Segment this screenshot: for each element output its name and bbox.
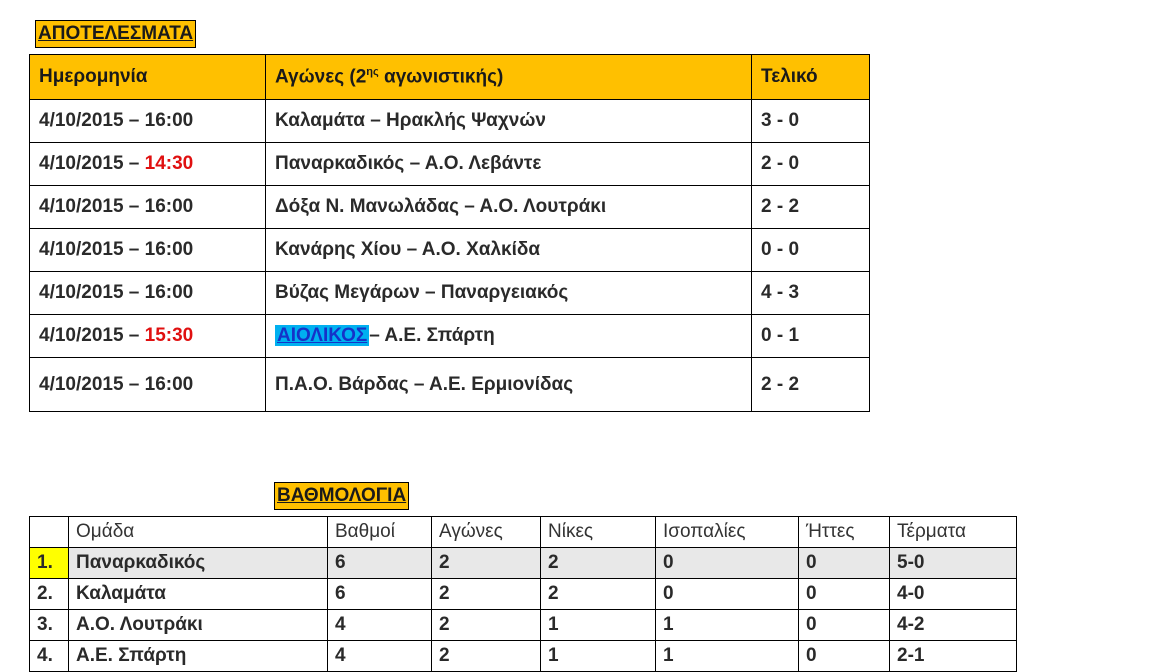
games: 2: [432, 548, 541, 579]
points: 6: [328, 579, 432, 610]
results-table: [29, 54, 870, 412]
position: 1.: [30, 548, 69, 579]
losses: 0: [799, 548, 890, 579]
date-text: 4/10/2015 –: [39, 153, 145, 174]
losses: 0: [799, 579, 890, 610]
match-teams: [266, 100, 752, 143]
standings-row: [30, 610, 1017, 641]
match-score: 2 - 2: [752, 186, 870, 229]
result-row: [30, 315, 870, 358]
wins: 1: [541, 610, 656, 641]
result-row: [30, 143, 870, 186]
final-column-header: Τελικό: [752, 55, 870, 100]
games-column-header: Αγώνες: [432, 517, 541, 548]
result-row: [30, 358, 870, 412]
match-date: [30, 358, 266, 412]
games: 2: [432, 579, 541, 610]
away-team: – Α.Ε. Σπάρτη: [369, 325, 495, 346]
match-date: [30, 100, 266, 143]
date-text: 4/10/2015 –: [39, 325, 145, 346]
match-score: 4 - 3: [752, 272, 870, 315]
goals-column-header: Τέρματα: [890, 517, 1017, 548]
standings-row: [30, 641, 1017, 672]
date-text: 4/10/2015 –: [39, 110, 145, 131]
points: 4: [328, 610, 432, 641]
standings-title: ΒΑΘΜΟΛΟΓΙΑ: [274, 482, 409, 510]
match-teams: [266, 143, 752, 186]
home-team: Δόξα Ν. Μανωλάδας: [275, 196, 459, 217]
standings-row: [30, 548, 1017, 579]
draws-column-header: Ισοπαλίες: [656, 517, 799, 548]
result-row: [30, 100, 870, 143]
position: 2.: [30, 579, 69, 610]
draws: 1: [656, 641, 799, 672]
home-team: Βύζας Μεγάρων: [275, 282, 420, 303]
match-score: 2 - 2: [752, 358, 870, 412]
losses: 0: [799, 641, 890, 672]
match-score: 0 - 1: [752, 315, 870, 358]
match-date: [30, 315, 266, 358]
home-team: Καλαμάτα: [275, 110, 365, 131]
wins-column-header: Νίκες: [541, 517, 656, 548]
match-date: [30, 272, 266, 315]
results-title: ΑΠΟΤΕΛΕΣΜΑΤΑ: [35, 20, 196, 48]
date-column-header: Ημερομηνία: [30, 55, 266, 100]
kickoff-time: 16:00: [144, 373, 194, 395]
position: 3.: [30, 610, 69, 641]
match-teams: [266, 315, 752, 358]
team-name: Α.Ο. Λουτράκι: [69, 610, 328, 641]
goals: 4-0: [890, 579, 1017, 610]
date-text: 4/10/2015 –: [39, 282, 145, 303]
highlighted-home-team: ΑΙΟΛΙΚΟΣ: [277, 325, 368, 346]
match-score: 3 - 0: [752, 100, 870, 143]
wins: 2: [541, 579, 656, 610]
standings-table: [29, 516, 1017, 672]
goals: 2-1: [890, 641, 1017, 672]
away-team: – Α.Ε. Ερμιονίδας: [408, 373, 574, 395]
goals: 5-0: [890, 548, 1017, 579]
match-teams: [266, 229, 752, 272]
away-team: – Α.Ο. Λεβάντε: [404, 153, 542, 174]
result-row: [30, 186, 870, 229]
position: 4.: [30, 641, 69, 672]
away-team: – Α.Ο. Λουτράκι: [458, 196, 607, 217]
match-teams: [266, 358, 752, 412]
home-team: Κανάρης Χίου: [275, 239, 402, 260]
kickoff-time: 16:00: [144, 110, 194, 131]
kickoff-time-changed: 14:30: [144, 153, 194, 174]
wins: 2: [541, 548, 656, 579]
result-row: [30, 272, 870, 315]
goals: 4-2: [890, 610, 1017, 641]
team-name: Καλαμάτα: [69, 579, 328, 610]
losses-column-header: Ήττες: [799, 517, 890, 548]
team-name: Α.Ε. Σπάρτη: [69, 641, 328, 672]
position-column-header: [30, 517, 69, 548]
kickoff-time: 16:00: [144, 282, 194, 303]
home-team: Π.Α.Ο. Βάρδας: [275, 373, 409, 395]
date-text: 4/10/2015 –: [39, 239, 145, 260]
results-header-row: [30, 55, 870, 100]
team-column-header: Ομάδα: [69, 517, 328, 548]
date-text: 4/10/2015 –: [39, 373, 145, 395]
draws: 0: [656, 548, 799, 579]
match-date: [30, 229, 266, 272]
away-team: – Παναργειακός: [419, 282, 569, 303]
away-team: – Α.Ο. Χαλκίδα: [401, 239, 541, 260]
wins: 1: [541, 641, 656, 672]
losses: 0: [799, 610, 890, 641]
points: 6: [328, 548, 432, 579]
match-teams: [266, 186, 752, 229]
match-score: 0 - 0: [752, 229, 870, 272]
match-date: [30, 143, 266, 186]
match-score: 2 - 0: [752, 143, 870, 186]
result-row: [30, 229, 870, 272]
draws: 1: [656, 610, 799, 641]
points: 4: [328, 641, 432, 672]
standings-header-row: [30, 517, 1017, 548]
draws: 0: [656, 579, 799, 610]
matches-header-prefix: Αγώνες (2: [275, 66, 367, 88]
team-name: Παναρκαδικός: [69, 548, 328, 579]
standings-row: [30, 579, 1017, 610]
games: 2: [432, 641, 541, 672]
kickoff-time: 16:00: [144, 196, 194, 217]
matches-column-header: [266, 55, 752, 100]
matches-header-sup: ης: [366, 65, 379, 78]
date-text: 4/10/2015 –: [39, 196, 145, 217]
match-date: [30, 186, 266, 229]
kickoff-time-changed: 15:30: [144, 325, 194, 346]
away-team: – Ηρακλής Ψαχνών: [364, 110, 546, 131]
kickoff-time: 16:00: [144, 239, 194, 260]
games: 2: [432, 610, 541, 641]
matches-header-suffix: αγωνιστικής): [378, 66, 504, 88]
match-teams: [266, 272, 752, 315]
home-team: Παναρκαδικός: [275, 153, 405, 174]
points-column-header: Βαθμοί: [328, 517, 432, 548]
